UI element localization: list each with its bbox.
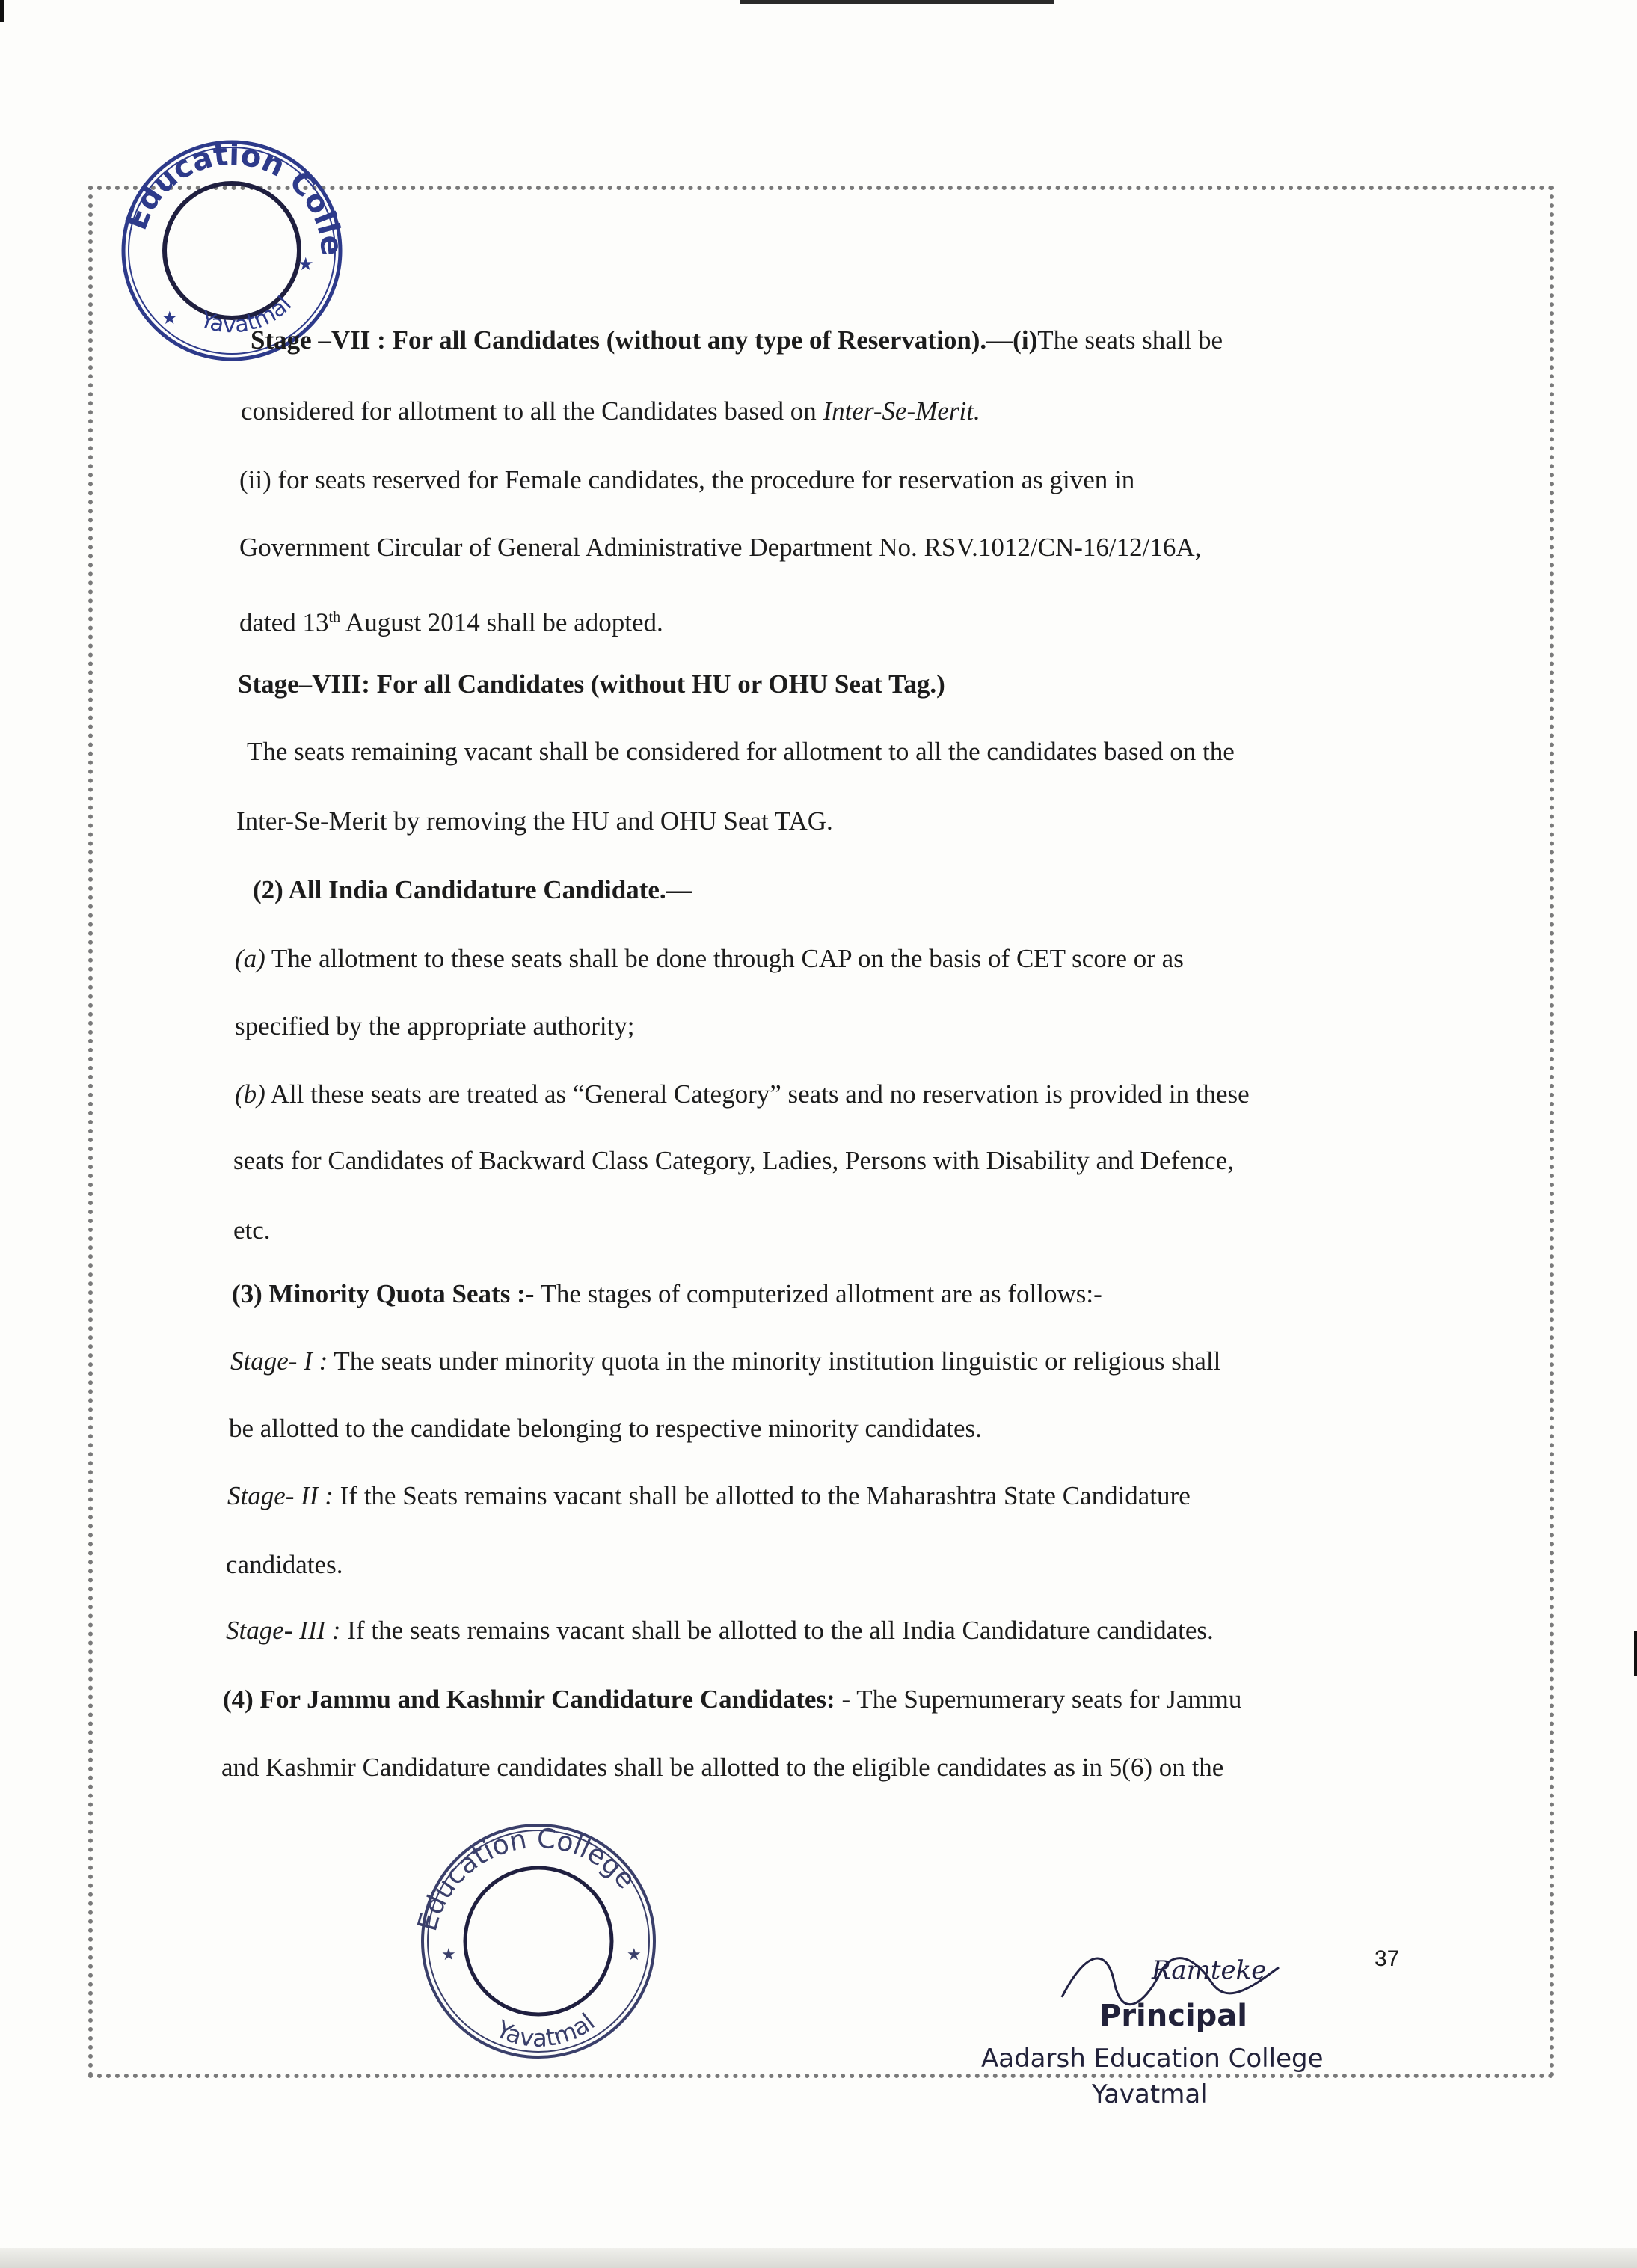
minority-heading: (3) Minority Quota Seats :- xyxy=(232,1279,535,1308)
jk-text: - The Supernumerary seats for Jammu xyxy=(835,1685,1242,1714)
stage-i-line2: be allotted to the candidate belonging to respective minority candidates. xyxy=(229,1414,982,1443)
stage-vii-line2: considered for allotment to all the Candidates based on xyxy=(241,396,823,426)
seal-bottom-text: Yavatmal xyxy=(197,291,298,339)
item-a-text: The allotment to these seats shall be done through CAP on the basis of CET score or as xyxy=(265,944,1184,973)
all-india-heading: (2) All India Candidature Candidate.— xyxy=(253,875,692,904)
signature-name: Ramteke xyxy=(1152,1955,1267,1985)
female-seats-line: (ii) for seats reserved for Female candidates, the procedure for reservation as given in xyxy=(239,465,1135,494)
stage-vii-text: The seats shall be xyxy=(1037,325,1223,355)
svg-text:★: ★ xyxy=(162,309,178,328)
item-a-line2: specified by the appropriate authority; xyxy=(235,1011,635,1040)
svg-text:★: ★ xyxy=(627,1945,642,1964)
scan-edge-bottom xyxy=(0,2248,1637,2268)
inter-se-merit: Inter-Se-Merit. xyxy=(823,396,980,426)
stage-i-text: The seats under minority quota in the minority institution linguistic or religious shall xyxy=(328,1346,1221,1376)
stage-iii-label: Stage- III : xyxy=(226,1616,341,1645)
seal-stamp-icon-bottom xyxy=(389,1810,688,2065)
dated-line-end: August 2014 shall be adopted. xyxy=(340,607,663,637)
item-a-label: (a) xyxy=(235,944,265,973)
item-b-text: All these seats are treated as “General Category” seats and no reservation is provided in these xyxy=(265,1079,1250,1109)
item-b-label: (b) xyxy=(235,1079,265,1109)
dated-line: dated 13 xyxy=(239,607,329,637)
jk-line2: and Kashmir Candidature candidates shall be allotted to the eligible candidates as in 5(6) on the xyxy=(221,1753,1224,1782)
item-b-line2: seats for Candidates of Backward Class Category, Ladies, Persons with Disability and Defence, xyxy=(233,1146,1235,1175)
jk-heading: (4) For Jammu and Kashmir Candidature Candidates: xyxy=(223,1685,835,1714)
college-seal-bottom xyxy=(389,1810,688,2065)
stage-ii-text: If the Seats remains vacant shall be allotted to the Maharashtra State Candidature xyxy=(333,1481,1191,1510)
svg-text:★: ★ xyxy=(298,255,314,275)
page-number: 37 xyxy=(1375,1946,1400,1971)
stage-iii-text: If the seats remains vacant shall be allotted to the all India Candidature candidates. xyxy=(340,1616,1214,1645)
seal-bottom-top-text: Education College xyxy=(412,1823,642,1935)
svg-text:★: ★ xyxy=(441,1945,456,1964)
circular-line: Government Circular of General Administrative Department No. RSV.1012/CN-16/12/16A, xyxy=(239,533,1202,562)
dated-sup: th xyxy=(328,609,341,625)
scan-edge-right xyxy=(1634,1631,1637,1676)
stage-viii-line1: The seats remaining vacant shall be considered for allotment to all the candidates based on the xyxy=(247,737,1235,766)
item-b-line3: etc. xyxy=(233,1216,271,1245)
seal-bottom-city-text: Yavatmal xyxy=(491,2007,601,2053)
minority-text: The stages of computerized allotment are as follows:- xyxy=(534,1279,1102,1308)
stage-vii-heading: Stage –VII : For all Candidates (without any type of Reservation).—(i) xyxy=(251,325,1038,355)
stage-ii-label: Stage- II : xyxy=(227,1481,334,1510)
stage-viii-line2: Inter-Se-Merit by removing the HU and OHU Seat TAG. xyxy=(236,806,833,836)
svg-text:Education College xyxy=(112,123,349,257)
scan-edge-top xyxy=(740,0,1054,4)
stage-i-label: Stage- I : xyxy=(230,1346,328,1376)
stage-ii-line2: candidates. xyxy=(226,1550,343,1579)
seal-top-text: Education Colle xyxy=(119,137,349,257)
signature-college: Aadarsh Education College xyxy=(981,2044,1324,2074)
signature-title: Principal xyxy=(1099,1999,1247,2033)
signature-block xyxy=(972,1937,1391,2109)
scan-edge-left xyxy=(0,0,4,22)
signature-city: Yavatmal xyxy=(1092,2079,1208,2109)
stage-viii-heading: Stage–VIII: For all Candidates (without HU or OHU Seat Tag.) xyxy=(238,669,945,699)
